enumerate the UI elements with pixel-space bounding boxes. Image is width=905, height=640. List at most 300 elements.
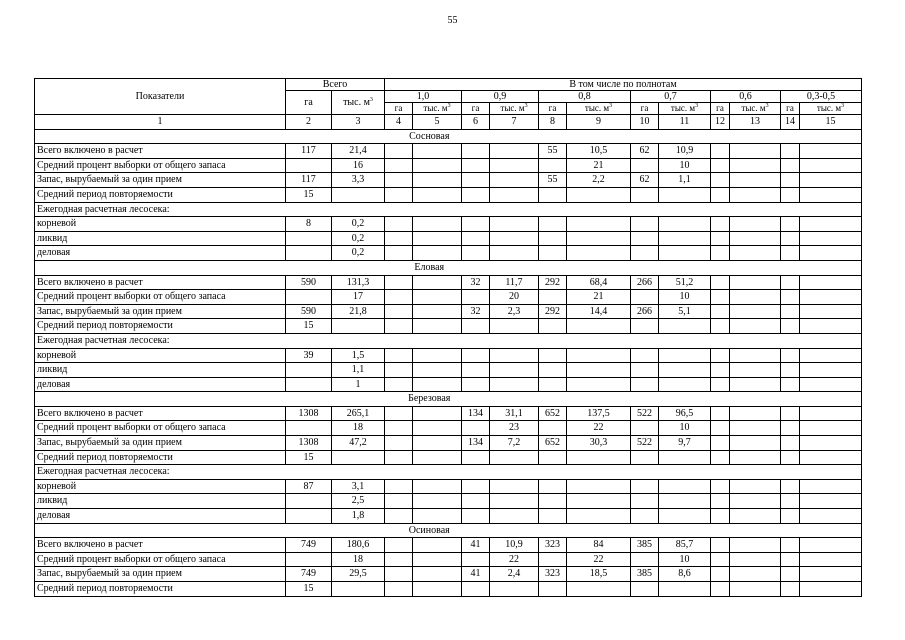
- table-cell: [730, 319, 781, 334]
- row-label: ликвид: [35, 231, 286, 246]
- table-row: [35, 377, 862, 392]
- table-cell: 0,2: [332, 231, 385, 246]
- column-number: 9: [567, 115, 631, 130]
- table-cell: 39: [286, 348, 332, 363]
- table-cell: [781, 377, 800, 392]
- table-cell: [385, 538, 413, 553]
- table-cell: [462, 231, 490, 246]
- table-cell: [385, 187, 413, 202]
- table-cell: [800, 231, 862, 246]
- table-cell: 21: [567, 290, 631, 305]
- table-cell: 266: [631, 304, 659, 319]
- table-cell: [659, 582, 711, 597]
- table-row: [35, 436, 862, 451]
- row-label: Ежегодная расчетная лесосека:: [35, 202, 286, 217]
- table-cell: [631, 319, 659, 334]
- table-cell: 11,7: [490, 275, 539, 290]
- table-cell: [659, 187, 711, 202]
- table-cell: [385, 494, 413, 509]
- unit-ha-header: га: [462, 103, 490, 115]
- table-row: [35, 217, 862, 232]
- table-cell: [462, 144, 490, 159]
- table-cell: [413, 173, 462, 188]
- table-cell: [413, 406, 462, 421]
- table-cell: [490, 158, 539, 173]
- table-cell: [490, 187, 539, 202]
- table-cell: [539, 582, 567, 597]
- table-cell: 3,1: [332, 479, 385, 494]
- table-cell: [659, 319, 711, 334]
- table-cell: [462, 290, 490, 305]
- table-cell: [286, 158, 332, 173]
- section-label-spacer: [35, 129, 286, 144]
- column-number: 12: [711, 115, 730, 130]
- table-cell: [781, 494, 800, 509]
- density-header: 0,9: [462, 91, 539, 103]
- row-label: Средний период повторяемости: [35, 187, 286, 202]
- table-cell: [490, 231, 539, 246]
- table-cell: [631, 377, 659, 392]
- table-cell: [800, 494, 862, 509]
- table-cell: [800, 377, 862, 392]
- table-row: [35, 246, 862, 261]
- table-cell: [631, 552, 659, 567]
- indicators-header: Показатели: [35, 79, 286, 115]
- table-cell: [413, 494, 462, 509]
- table-cell: [413, 158, 462, 173]
- table-cell: 180,6: [332, 538, 385, 553]
- table-cell: [800, 436, 862, 451]
- row-label: Всего включено в расчет: [35, 406, 286, 421]
- table-cell: [385, 421, 413, 436]
- row-spacer: [286, 202, 862, 217]
- cutting-table: [34, 78, 862, 597]
- table-row: [35, 479, 862, 494]
- table-cell: [539, 217, 567, 232]
- column-number: 13: [730, 115, 781, 130]
- row-label: Ежегодная расчетная лесосека:: [35, 333, 286, 348]
- table-cell: [781, 304, 800, 319]
- table-cell: [800, 479, 862, 494]
- column-number: 1: [35, 115, 286, 130]
- table-cell: [462, 509, 490, 524]
- table-cell: [631, 290, 659, 305]
- table-cell: [462, 377, 490, 392]
- table-cell: 31,1: [490, 406, 539, 421]
- table-cell: [332, 187, 385, 202]
- row-label: Ежегодная расчетная лесосека:: [35, 465, 286, 480]
- table-cell: [413, 348, 462, 363]
- table-cell: [800, 304, 862, 319]
- table-cell: [781, 421, 800, 436]
- row-spacer: [286, 333, 862, 348]
- table-cell: [286, 494, 332, 509]
- table-cell: [413, 144, 462, 159]
- table-row: [35, 304, 862, 319]
- table-cell: 590: [286, 304, 332, 319]
- table-cell: 55: [539, 144, 567, 159]
- table-row: [35, 465, 862, 480]
- table-cell: [385, 567, 413, 582]
- column-number: 14: [781, 115, 800, 130]
- table-cell: [730, 567, 781, 582]
- table-cell: [781, 567, 800, 582]
- table-cell: [567, 479, 631, 494]
- table-cell: 51,2: [659, 275, 711, 290]
- table-cell: [781, 187, 800, 202]
- table-cell: [567, 231, 631, 246]
- table-cell: [711, 436, 730, 451]
- table-cell: [539, 246, 567, 261]
- table-cell: [781, 275, 800, 290]
- row-label: деловая: [35, 509, 286, 524]
- table-row: [35, 319, 862, 334]
- table-cell: 652: [539, 406, 567, 421]
- table-cell: [800, 187, 862, 202]
- section-title: Осиновая: [286, 523, 862, 538]
- table-cell: 652: [539, 436, 567, 451]
- unit-m3-header: тыс. $м^3$: [490, 103, 539, 115]
- table-cell: [385, 450, 413, 465]
- table-cell: [781, 406, 800, 421]
- section-label-spacer: [35, 260, 286, 275]
- column-number: 8: [539, 115, 567, 130]
- density-header: 0,7: [631, 91, 711, 103]
- table-cell: [659, 231, 711, 246]
- table-cell: 22: [567, 552, 631, 567]
- table-cell: [631, 348, 659, 363]
- unit-m3-header: тыс. $м^3$: [659, 103, 711, 115]
- table-cell: 55: [539, 173, 567, 188]
- table-cell: 134: [462, 436, 490, 451]
- section-row: [35, 129, 862, 144]
- table-cell: [462, 348, 490, 363]
- table-cell: 1,5: [332, 348, 385, 363]
- table-cell: 522: [631, 436, 659, 451]
- table-cell: [800, 421, 862, 436]
- table-cell: 385: [631, 567, 659, 582]
- table-cell: 21,8: [332, 304, 385, 319]
- table-cell: 10,9: [490, 538, 539, 553]
- table-row: [35, 158, 862, 173]
- table-cell: [462, 421, 490, 436]
- table-cell: [631, 231, 659, 246]
- table-cell: [490, 217, 539, 232]
- table-cell: [332, 450, 385, 465]
- total-header: Всего: [286, 79, 385, 91]
- table-cell: [490, 509, 539, 524]
- table-cell: [413, 377, 462, 392]
- table-cell: 323: [539, 567, 567, 582]
- table-cell: [462, 552, 490, 567]
- table-cell: [800, 158, 862, 173]
- column-number: 10: [631, 115, 659, 130]
- table-cell: [462, 187, 490, 202]
- row-label: Средний процент выборки от общего запаса: [35, 421, 286, 436]
- table-cell: [781, 538, 800, 553]
- row-label: Запас, вырубаемый за один прием: [35, 173, 286, 188]
- table-cell: [800, 348, 862, 363]
- table-cell: 3,3: [332, 173, 385, 188]
- table-cell: [631, 494, 659, 509]
- table-cell: [490, 144, 539, 159]
- table-cell: [781, 246, 800, 261]
- table-cell: [631, 582, 659, 597]
- table-cell: [631, 246, 659, 261]
- table-row: [35, 290, 862, 305]
- table-cell: 749: [286, 567, 332, 582]
- row-label: Всего включено в расчет: [35, 275, 286, 290]
- table-cell: [659, 348, 711, 363]
- table-cell: [730, 406, 781, 421]
- table-row: [35, 450, 862, 465]
- table-cell: 10,9: [659, 144, 711, 159]
- column-number: 5: [413, 115, 462, 130]
- row-label: ликвид: [35, 363, 286, 378]
- table-row: [35, 348, 862, 363]
- column-number-row: [35, 115, 862, 130]
- table-cell: 16: [332, 158, 385, 173]
- table-cell: [730, 217, 781, 232]
- table-cell: [781, 348, 800, 363]
- unit-ha-header: га: [631, 103, 659, 115]
- table-cell: [730, 377, 781, 392]
- table-cell: [385, 377, 413, 392]
- table-cell: [385, 304, 413, 319]
- table-cell: [730, 509, 781, 524]
- table-cell: 134: [462, 406, 490, 421]
- table-cell: [385, 290, 413, 305]
- table-cell: 10,5: [567, 144, 631, 159]
- table-cell: [539, 187, 567, 202]
- table-cell: [711, 231, 730, 246]
- table-cell: [800, 363, 862, 378]
- table-cell: [711, 494, 730, 509]
- table-cell: [413, 421, 462, 436]
- table-cell: 10: [659, 552, 711, 567]
- table-cell: [800, 406, 862, 421]
- table-row: [35, 538, 862, 553]
- table-cell: [631, 421, 659, 436]
- table-cell: 96,5: [659, 406, 711, 421]
- table-cell: [711, 144, 730, 159]
- table-cell: 15: [286, 582, 332, 597]
- table-row: [35, 202, 862, 217]
- table-cell: [539, 377, 567, 392]
- table-cell: 1308: [286, 406, 332, 421]
- table-cell: [781, 290, 800, 305]
- row-label: Средний период повторяемости: [35, 582, 286, 597]
- table-cell: [286, 552, 332, 567]
- table-cell: [730, 246, 781, 261]
- table-row: [35, 552, 862, 567]
- table-cell: [385, 348, 413, 363]
- table-cell: [462, 246, 490, 261]
- table-cell: [539, 363, 567, 378]
- table-row: [35, 567, 862, 582]
- unit-ha-header: га: [711, 103, 730, 115]
- table-row: [35, 363, 862, 378]
- table-cell: [730, 552, 781, 567]
- table-cell: [567, 246, 631, 261]
- table-cell: [711, 290, 730, 305]
- table-cell: 21: [567, 158, 631, 173]
- section-title: Еловая: [286, 260, 862, 275]
- table-cell: [800, 582, 862, 597]
- table-cell: [781, 363, 800, 378]
- table-cell: [711, 319, 730, 334]
- table-cell: [730, 144, 781, 159]
- table-cell: 266: [631, 275, 659, 290]
- total-m3-header: тыс. $м^3$: [332, 91, 385, 115]
- table-cell: 14,4: [567, 304, 631, 319]
- unit-ha-header: га: [539, 103, 567, 115]
- table-cell: [730, 538, 781, 553]
- table-cell: [385, 509, 413, 524]
- table-cell: 9,7: [659, 436, 711, 451]
- section-label-spacer: [35, 392, 286, 407]
- table-row: [35, 231, 862, 246]
- table-cell: 62: [631, 144, 659, 159]
- table-cell: 749: [286, 538, 332, 553]
- section-label-spacer: [35, 523, 286, 538]
- table-cell: [781, 436, 800, 451]
- table-cell: 8,6: [659, 567, 711, 582]
- table-cell: [711, 582, 730, 597]
- table-cell: [539, 421, 567, 436]
- table-cell: [659, 479, 711, 494]
- column-number: 3: [332, 115, 385, 130]
- table-cell: [730, 275, 781, 290]
- table-cell: [539, 348, 567, 363]
- table-cell: [286, 377, 332, 392]
- table-cell: 0,2: [332, 246, 385, 261]
- table-cell: [567, 319, 631, 334]
- table-cell: [385, 436, 413, 451]
- table-cell: [711, 275, 730, 290]
- unit-m3-header: тыс. $м^3$: [800, 103, 862, 115]
- table-cell: [631, 217, 659, 232]
- unit-ha-header: га: [781, 103, 800, 115]
- table-cell: 1: [332, 377, 385, 392]
- table-cell: [730, 348, 781, 363]
- table-cell: [567, 509, 631, 524]
- table-cell: [567, 582, 631, 597]
- table-cell: [332, 582, 385, 597]
- table-cell: 5,1: [659, 304, 711, 319]
- table-cell: 117: [286, 144, 332, 159]
- table-cell: [413, 290, 462, 305]
- table-cell: 15: [286, 450, 332, 465]
- row-label: Всего включено в расчет: [35, 144, 286, 159]
- table-body: [35, 129, 862, 596]
- table-cell: [413, 538, 462, 553]
- table-cell: [781, 217, 800, 232]
- row-label: Средний период повторяемости: [35, 319, 286, 334]
- table-cell: [711, 552, 730, 567]
- table-cell: [462, 494, 490, 509]
- table-cell: [385, 582, 413, 597]
- density-header: 1,0: [385, 91, 462, 103]
- table-cell: 18: [332, 552, 385, 567]
- table-cell: [711, 304, 730, 319]
- table-cell: [567, 348, 631, 363]
- table-cell: [462, 173, 490, 188]
- table-cell: [800, 144, 862, 159]
- row-label: корневой: [35, 479, 286, 494]
- table-cell: 1,1: [332, 363, 385, 378]
- section-row: [35, 523, 862, 538]
- table-cell: [711, 421, 730, 436]
- table-cell: [567, 450, 631, 465]
- table-cell: [385, 246, 413, 261]
- table-cell: [462, 319, 490, 334]
- table-cell: 29,5: [332, 567, 385, 582]
- table-cell: 1308: [286, 436, 332, 451]
- table-cell: [539, 509, 567, 524]
- row-label: ликвид: [35, 494, 286, 509]
- table-cell: [711, 406, 730, 421]
- table-cell: [631, 187, 659, 202]
- table-cell: [539, 494, 567, 509]
- table-cell: 522: [631, 406, 659, 421]
- table-cell: 292: [539, 304, 567, 319]
- unit-m3-header: тыс. $м^3$: [567, 103, 631, 115]
- row-label: Всего включено в расчет: [35, 538, 286, 553]
- table-cell: [659, 217, 711, 232]
- table-cell: [490, 173, 539, 188]
- table-cell: [800, 275, 862, 290]
- table-cell: [413, 509, 462, 524]
- table-cell: [800, 450, 862, 465]
- table-cell: [286, 246, 332, 261]
- table-cell: [631, 450, 659, 465]
- table-cell: [631, 363, 659, 378]
- table-cell: 47,2: [332, 436, 385, 451]
- table-cell: [730, 421, 781, 436]
- table-cell: [567, 217, 631, 232]
- table-cell: [413, 217, 462, 232]
- table-cell: 0,2: [332, 217, 385, 232]
- table-row: [35, 509, 862, 524]
- table-cell: [539, 319, 567, 334]
- table-cell: 385: [631, 538, 659, 553]
- table-cell: 1,1: [659, 173, 711, 188]
- table-cell: [490, 377, 539, 392]
- table-cell: [539, 552, 567, 567]
- table-cell: [711, 348, 730, 363]
- table-cell: [490, 479, 539, 494]
- table-cell: [659, 377, 711, 392]
- table-cell: [800, 217, 862, 232]
- table-cell: [800, 538, 862, 553]
- table-cell: 2,2: [567, 173, 631, 188]
- table-cell: 22: [490, 552, 539, 567]
- table-cell: [711, 363, 730, 378]
- density-header: 0,8: [539, 91, 631, 103]
- table-cell: [490, 319, 539, 334]
- table-cell: [711, 377, 730, 392]
- table-cell: [286, 231, 332, 246]
- table-cell: 7,2: [490, 436, 539, 451]
- table-cell: [711, 158, 730, 173]
- table-cell: [490, 363, 539, 378]
- table-cell: 18,5: [567, 567, 631, 582]
- table-cell: [462, 582, 490, 597]
- table-cell: [711, 450, 730, 465]
- table-cell: 23: [490, 421, 539, 436]
- table-row: [35, 333, 862, 348]
